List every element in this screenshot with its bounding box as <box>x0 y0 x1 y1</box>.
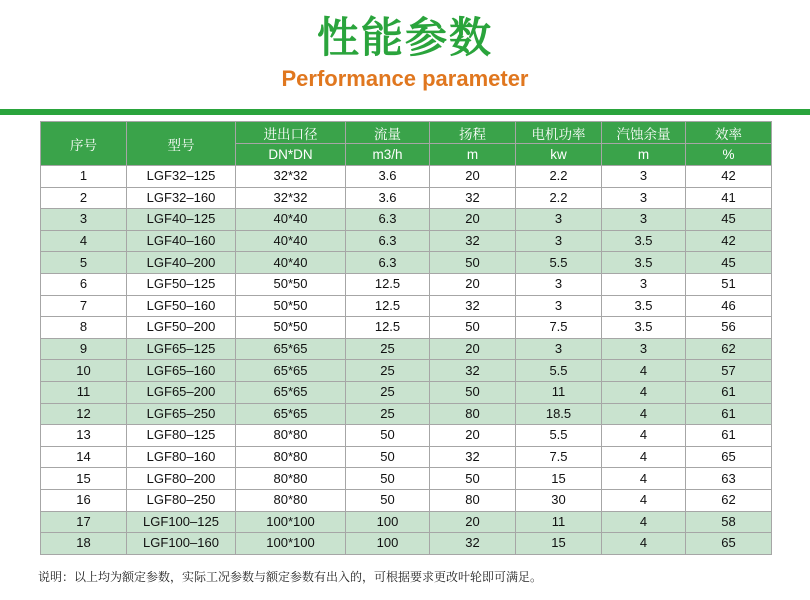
cell-npsh: 3.5 <box>602 317 686 339</box>
cell-no: 17 <box>41 511 127 533</box>
cell-model: LGF65–250 <box>127 403 236 425</box>
cell-model: LGF32–160 <box>127 187 236 209</box>
cell-model: LGF50–160 <box>127 295 236 317</box>
cell-head: 32 <box>430 533 516 555</box>
cell-head: 80 <box>430 489 516 511</box>
cell-flow: 12.5 <box>346 317 430 339</box>
cell-eff: 45 <box>686 209 772 231</box>
cell-no: 1 <box>41 166 127 188</box>
table-body <box>41 166 772 555</box>
cell-head: 50 <box>430 252 516 274</box>
cell-eff: 42 <box>686 166 772 188</box>
cell-flow: 6.3 <box>346 209 430 231</box>
cell-dn: 65*65 <box>236 360 346 382</box>
table-row <box>41 425 772 447</box>
title-divider <box>0 109 810 115</box>
cell-eff: 51 <box>686 273 772 295</box>
cell-model: LGF65–200 <box>127 381 236 403</box>
cell-npsh: 3 <box>602 209 686 231</box>
cell-dn: 65*65 <box>236 381 346 403</box>
cell-power: 7.5 <box>516 317 602 339</box>
cell-model: LGF80–125 <box>127 425 236 447</box>
cell-npsh: 4 <box>602 446 686 468</box>
cell-no: 8 <box>41 317 127 339</box>
cell-eff: 57 <box>686 360 772 382</box>
cell-model: LGF40–200 <box>127 252 236 274</box>
cell-npsh: 4 <box>602 425 686 447</box>
page-title: 性能参数 <box>316 13 493 62</box>
table-row <box>41 209 772 231</box>
cell-power: 3 <box>516 230 602 252</box>
cell-npsh: 3 <box>602 166 686 188</box>
unit-flow: m3/h <box>346 144 430 166</box>
unit-eff: % <box>686 144 772 166</box>
cell-eff: 45 <box>686 252 772 274</box>
cell-head: 32 <box>430 230 516 252</box>
cell-dn: 80*80 <box>236 468 346 490</box>
table-row <box>41 338 772 360</box>
cell-flow: 25 <box>346 381 430 403</box>
cell-model: LGF50–125 <box>127 273 236 295</box>
cell-model: LGF40–125 <box>127 209 236 231</box>
cell-dn: 40*40 <box>236 252 346 274</box>
cell-power: 15 <box>516 468 602 490</box>
cell-dn: 50*50 <box>236 317 346 339</box>
cell-eff: 63 <box>686 468 772 490</box>
cell-no: 11 <box>41 381 127 403</box>
cell-npsh: 3 <box>602 187 686 209</box>
cell-power: 3 <box>516 209 602 231</box>
unit-npsh: m <box>602 144 686 166</box>
cell-no: 5 <box>41 252 127 274</box>
cell-flow: 25 <box>346 338 430 360</box>
page-subtitle: Performance parameter <box>281 66 529 91</box>
table-row <box>41 360 772 382</box>
cell-eff: 62 <box>686 489 772 511</box>
header-row <box>41 122 772 144</box>
cell-power: 2.2 <box>516 187 602 209</box>
cell-flow: 50 <box>346 446 430 468</box>
cell-head: 20 <box>430 166 516 188</box>
cell-dn: 32*32 <box>236 187 346 209</box>
table-row <box>41 166 772 188</box>
cell-model: LGF80–160 <box>127 446 236 468</box>
table-row <box>41 533 772 555</box>
cell-no: 16 <box>41 489 127 511</box>
unit-dn: DN*DN <box>236 144 346 166</box>
cell-npsh: 4 <box>602 381 686 403</box>
header-no: 序号 <box>41 122 127 166</box>
cell-eff: 65 <box>686 446 772 468</box>
cell-head: 32 <box>430 360 516 382</box>
cell-dn: 40*40 <box>236 230 346 252</box>
cell-head: 20 <box>430 273 516 295</box>
cell-eff: 61 <box>686 403 772 425</box>
cell-flow: 12.5 <box>346 273 430 295</box>
cell-no: 2 <box>41 187 127 209</box>
cell-npsh: 3.5 <box>602 252 686 274</box>
cell-eff: 62 <box>686 338 772 360</box>
cell-npsh: 3.5 <box>602 230 686 252</box>
cell-head: 32 <box>430 187 516 209</box>
footnote: 说明：以上均为额定参数，实际工况参数与额定参数有出入的，可根据要求更改叶轮即可满足。 <box>38 570 543 584</box>
table-row <box>41 252 772 274</box>
cell-no: 13 <box>41 425 127 447</box>
cell-dn: 100*100 <box>236 511 346 533</box>
cell-dn: 80*80 <box>236 425 346 447</box>
unit-power: kw <box>516 144 602 166</box>
table-row <box>41 273 772 295</box>
header-power: 电机功率 <box>516 122 602 144</box>
cell-dn: 65*65 <box>236 338 346 360</box>
table-row <box>41 446 772 468</box>
table-header <box>41 122 772 166</box>
cell-npsh: 4 <box>602 533 686 555</box>
cell-flow: 50 <box>346 489 430 511</box>
cell-flow: 25 <box>346 403 430 425</box>
cell-head: 20 <box>430 425 516 447</box>
cell-dn: 40*40 <box>236 209 346 231</box>
cell-dn: 50*50 <box>236 295 346 317</box>
cell-dn: 50*50 <box>236 273 346 295</box>
cell-power: 3 <box>516 338 602 360</box>
cell-flow: 6.3 <box>346 230 430 252</box>
table-row <box>41 317 772 339</box>
cell-model: LGF50–200 <box>127 317 236 339</box>
cell-head: 20 <box>430 338 516 360</box>
cell-no: 4 <box>41 230 127 252</box>
performance-table <box>40 121 772 555</box>
cell-model: LGF40–160 <box>127 230 236 252</box>
table-row <box>41 187 772 209</box>
table-row <box>41 511 772 533</box>
cell-npsh: 4 <box>602 468 686 490</box>
cell-npsh: 4 <box>602 403 686 425</box>
cell-power: 5.5 <box>516 360 602 382</box>
cell-head: 50 <box>430 468 516 490</box>
cell-power: 11 <box>516 381 602 403</box>
cell-dn: 80*80 <box>236 446 346 468</box>
cell-model: LGF65–125 <box>127 338 236 360</box>
cell-no: 3 <box>41 209 127 231</box>
cell-head: 20 <box>430 511 516 533</box>
cell-no: 10 <box>41 360 127 382</box>
cell-model: LGF32–125 <box>127 166 236 188</box>
cell-power: 18.5 <box>516 403 602 425</box>
table-row <box>41 489 772 511</box>
cell-no: 15 <box>41 468 127 490</box>
cell-eff: 46 <box>686 295 772 317</box>
table-row <box>41 230 772 252</box>
cell-no: 9 <box>41 338 127 360</box>
header-npsh: 汽蚀余量 <box>602 122 686 144</box>
cell-head: 32 <box>430 446 516 468</box>
cell-head: 20 <box>430 209 516 231</box>
cell-model: LGF100–160 <box>127 533 236 555</box>
cell-npsh: 4 <box>602 511 686 533</box>
cell-eff: 58 <box>686 511 772 533</box>
cell-dn: 65*65 <box>236 403 346 425</box>
cell-power: 7.5 <box>516 446 602 468</box>
cell-eff: 61 <box>686 425 772 447</box>
table-row <box>41 381 772 403</box>
cell-flow: 3.6 <box>346 187 430 209</box>
cell-eff: 42 <box>686 230 772 252</box>
cell-no: 7 <box>41 295 127 317</box>
cell-flow: 100 <box>346 533 430 555</box>
cell-no: 12 <box>41 403 127 425</box>
header-dn: 进出口径 <box>236 122 346 144</box>
cell-npsh: 3 <box>602 338 686 360</box>
cell-head: 50 <box>430 381 516 403</box>
unit-head: m <box>430 144 516 166</box>
header-head: 扬程 <box>430 122 516 144</box>
cell-flow: 12.5 <box>346 295 430 317</box>
header-model: 型号 <box>127 122 236 166</box>
cell-no: 14 <box>41 446 127 468</box>
cell-eff: 65 <box>686 533 772 555</box>
cell-flow: 50 <box>346 425 430 447</box>
cell-npsh: 4 <box>602 360 686 382</box>
cell-power: 15 <box>516 533 602 555</box>
cell-dn: 32*32 <box>236 166 346 188</box>
cell-model: LGF65–160 <box>127 360 236 382</box>
cell-power: 2.2 <box>516 166 602 188</box>
cell-power: 5.5 <box>516 252 602 274</box>
cell-model: LGF100–125 <box>127 511 236 533</box>
cell-eff: 56 <box>686 317 772 339</box>
cell-model: LGF80–250 <box>127 489 236 511</box>
cell-npsh: 4 <box>602 489 686 511</box>
table-row <box>41 295 772 317</box>
cell-npsh: 3.5 <box>602 295 686 317</box>
cell-head: 50 <box>430 317 516 339</box>
cell-model: LGF80–200 <box>127 468 236 490</box>
cell-flow: 6.3 <box>346 252 430 274</box>
header-eff: 效率 <box>686 122 772 144</box>
cell-no: 6 <box>41 273 127 295</box>
cell-flow: 100 <box>346 511 430 533</box>
table-row <box>41 403 772 425</box>
cell-power: 3 <box>516 273 602 295</box>
cell-npsh: 3 <box>602 273 686 295</box>
cell-flow: 3.6 <box>346 166 430 188</box>
cell-power: 5.5 <box>516 425 602 447</box>
cell-flow: 25 <box>346 360 430 382</box>
cell-power: 30 <box>516 489 602 511</box>
cell-dn: 80*80 <box>236 489 346 511</box>
header-flow: 流量 <box>346 122 430 144</box>
cell-eff: 41 <box>686 187 772 209</box>
cell-flow: 50 <box>346 468 430 490</box>
table-row <box>41 468 772 490</box>
cell-eff: 61 <box>686 381 772 403</box>
cell-no: 18 <box>41 533 127 555</box>
cell-power: 3 <box>516 295 602 317</box>
cell-power: 11 <box>516 511 602 533</box>
cell-dn: 100*100 <box>236 533 346 555</box>
cell-head: 32 <box>430 295 516 317</box>
cell-head: 80 <box>430 403 516 425</box>
